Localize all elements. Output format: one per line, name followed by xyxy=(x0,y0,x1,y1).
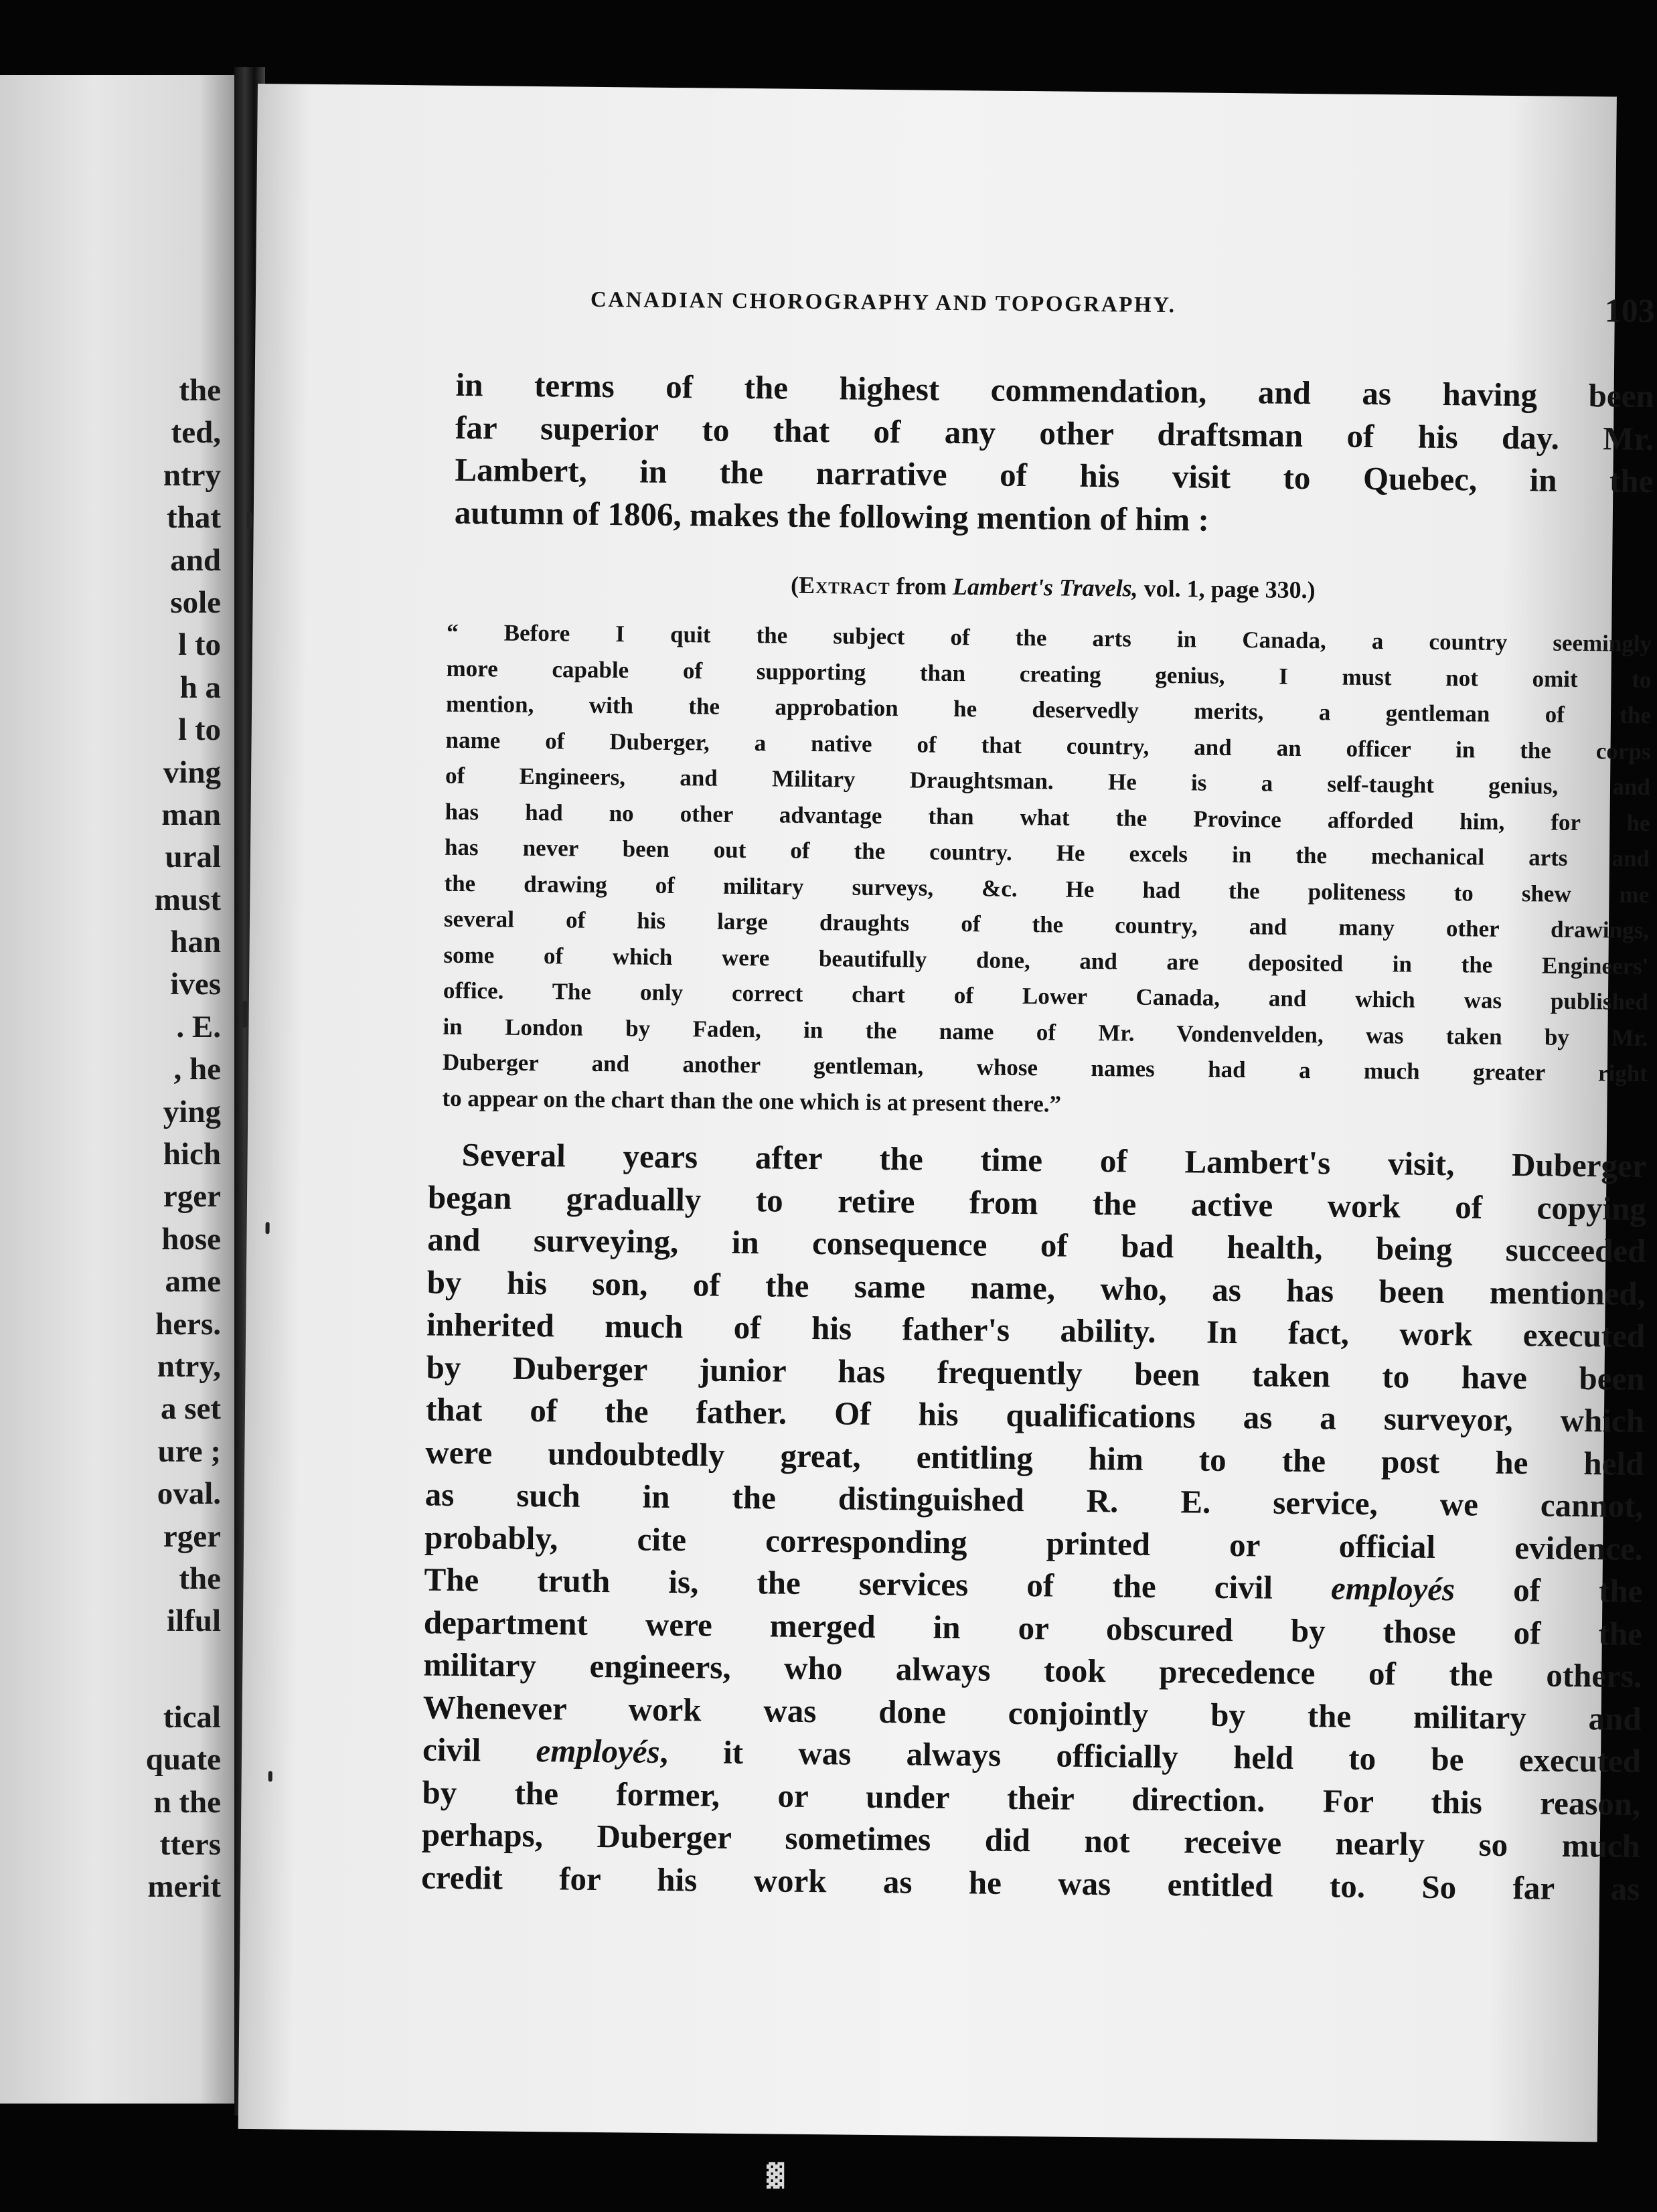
left-page-fragment: merit xyxy=(147,1869,221,1905)
left-page-fragment: rger xyxy=(163,1179,221,1214)
extract-heading xyxy=(454,568,1652,607)
quote-line: in London by Faden, in the name of Mr. Vondenvelden, was taken by Mr. xyxy=(443,1013,1648,1051)
quote-line: Duberger and another gentleman, whose names had a much greater right xyxy=(442,1048,1648,1087)
left-page-fragment: ural xyxy=(165,840,221,875)
left-page-fragment: rger xyxy=(163,1518,221,1554)
left-page-fragment: , he xyxy=(173,1052,221,1087)
italic-employes: employés xyxy=(1330,1569,1455,1608)
text-line: military engineers, who always took precedence of the others. xyxy=(423,1646,1642,1694)
binding-mark xyxy=(268,1771,272,1782)
page-number: 103 xyxy=(1604,291,1656,330)
left-page-fragment: the xyxy=(179,373,221,408)
left-page-fragment: quate xyxy=(145,1742,221,1778)
text-line: Whenever work was done conjointly by the military and xyxy=(422,1688,1642,1737)
paragraph-1 xyxy=(455,364,1654,545)
left-page-fragment: h a xyxy=(179,669,221,705)
quote-line: to appear on the chart than the one which is at present there.” xyxy=(442,1085,1062,1117)
text-line: probably, cite corresponding printed or official evidence. xyxy=(424,1518,1644,1567)
left-page-fragment: ntry xyxy=(163,457,221,493)
left-page-fragment: ilful xyxy=(167,1603,221,1639)
scan-smudge: ▓ xyxy=(767,2162,785,2189)
quote-line: several of his large draughts of the country, and many other drawings, xyxy=(443,905,1650,944)
text-line: were undoubtedly great, entitling him to the post he held xyxy=(425,1433,1644,1482)
left-page-fragment: ure ; xyxy=(157,1433,221,1469)
left-page-fragment: and xyxy=(170,542,221,578)
left-page-fragment: tical xyxy=(163,1699,221,1735)
text-line: and surveying, in consequence of bad health, being succeeded xyxy=(427,1220,1646,1269)
quote-block xyxy=(442,615,1652,1127)
text-segment: civil xyxy=(422,1731,536,1769)
left-page-fragment: ted, xyxy=(171,415,221,451)
quote-text xyxy=(442,615,1652,1127)
left-page-fragment: l to xyxy=(178,712,221,748)
paragraph-2-text xyxy=(421,1133,1647,1910)
running-title: CANADIAN CHOROGRAPHY AND TOPOGRAPHY. xyxy=(590,287,1176,318)
left-page-fragment: l to xyxy=(178,627,221,663)
left-page-fragment: the xyxy=(179,1561,221,1596)
italic-employes: employés xyxy=(536,1732,660,1770)
left-page-fragment: ives xyxy=(170,967,221,1002)
left-page xyxy=(0,75,234,2104)
text-line: Several years after the time of Lambert's visit, Duberger xyxy=(461,1135,1647,1184)
left-page-fragment: . E. xyxy=(176,1009,221,1044)
quote-line: some of which were beautifully done, and are deposited in the Engineers' xyxy=(443,941,1649,979)
text-line: credit for his work as he was entitled to. So far as xyxy=(421,1858,1640,1907)
left-page-fragment: that xyxy=(167,500,221,536)
running-head xyxy=(590,288,1656,338)
left-page-fragment: hich xyxy=(163,1137,221,1172)
text-line: that of the father. Of his qualifications as a surveyor, which xyxy=(425,1391,1645,1439)
extract-source: Lambert's Travels, xyxy=(952,572,1138,602)
extract-heading-block xyxy=(454,568,1652,607)
text-line: autumn of 1806, makes the following mention of him : xyxy=(454,493,1210,538)
left-page-fragment xyxy=(0,1643,221,1696)
binding-mark xyxy=(242,1001,247,1028)
left-page-fragment: sole xyxy=(170,584,221,620)
text-line: by the former, or under their direction. For this reason, xyxy=(422,1773,1641,1822)
text-segment: of the xyxy=(1454,1571,1643,1609)
quote-line: mention, with the approbation he deservedly merits, a gentleman of the xyxy=(445,690,1652,729)
left-page-fragment: tters xyxy=(159,1826,221,1862)
left-page-fragment: ving xyxy=(163,755,221,790)
text-line: inherited much of his father's ability. In fact, work executed xyxy=(426,1306,1646,1354)
quote-line: has never been out of the country. He excels in the mechanical arts and xyxy=(444,834,1650,872)
left-page-fragment: oval. xyxy=(157,1476,221,1512)
paragraph-1-text xyxy=(455,364,1654,545)
quote-line: more capable of supporting than creating genius, I must not omit to xyxy=(446,655,1652,693)
left-page-fragment: hose xyxy=(161,1221,221,1257)
quote-line: the drawing of military surveys, &c. He had the politeness to shew me xyxy=(444,870,1650,908)
left-page-fragments xyxy=(0,370,221,1909)
quote-line: “ Before I quit the subject of the arts in Canada, a country seemingly xyxy=(446,619,1652,657)
left-page-fragment: man xyxy=(161,797,221,832)
left-page-fragment: ame xyxy=(165,1264,221,1299)
extract-from: from xyxy=(890,572,953,600)
left-page-fragment: must xyxy=(154,882,221,917)
text-line: perhaps, Duberger sometimes did not receive nearly so much xyxy=(421,1816,1641,1865)
quote-line: of Engineers, and Military Draughtsman. He is a self-taught genius, and xyxy=(445,762,1651,801)
right-page xyxy=(238,84,1656,2142)
text-line: began gradually to retire from the active work of copying xyxy=(427,1178,1647,1227)
text-line: by Duberger junior has frequently been taken to have been xyxy=(426,1348,1645,1397)
text-line: as such in the distinguished R. E. service, we cannot, xyxy=(424,1476,1644,1524)
left-page-fragment: hers. xyxy=(155,1306,221,1342)
text-line: in terms of the highest commendation, and as having been xyxy=(455,366,1654,415)
left-page-fragment: han xyxy=(170,925,221,960)
binding-mark xyxy=(266,1222,270,1234)
binding-mark xyxy=(247,512,252,530)
text-line: department were merged in or obscured by those of the xyxy=(423,1603,1643,1652)
left-page-fragment: ying xyxy=(163,1094,221,1129)
extract-open: ( xyxy=(790,571,799,599)
extract-reference: vol. 1, page 330.) xyxy=(1137,574,1316,604)
quote-line: name of Duberger, a native of that country, and an officer in the corps xyxy=(445,726,1651,765)
left-page-fragment: ntry, xyxy=(157,1348,221,1384)
left-page-fragment: a set xyxy=(160,1391,221,1427)
text-segment: , it was always officially held to be executed xyxy=(659,1733,1642,1780)
extract-label: Extract xyxy=(798,571,890,600)
text-line: Lambert, in the narrative of his visit to Quebec, in the xyxy=(455,451,1654,500)
text-line: by his son, of the same name, who, as has been mentioned, xyxy=(426,1263,1646,1312)
text-line: far superior to that of any other draftsman of his day. Mr. xyxy=(455,408,1654,457)
quote-line: office. The only correct chart of Lower Canada, and which was published xyxy=(443,977,1649,1015)
text-segment: The truth is, the services of the civil xyxy=(424,1561,1332,1607)
left-page-fragment: n the xyxy=(153,1784,221,1820)
quote-line: has had no other advantage than what the Province afforded him, for he xyxy=(445,798,1650,836)
paragraph-2 xyxy=(421,1133,1647,1910)
